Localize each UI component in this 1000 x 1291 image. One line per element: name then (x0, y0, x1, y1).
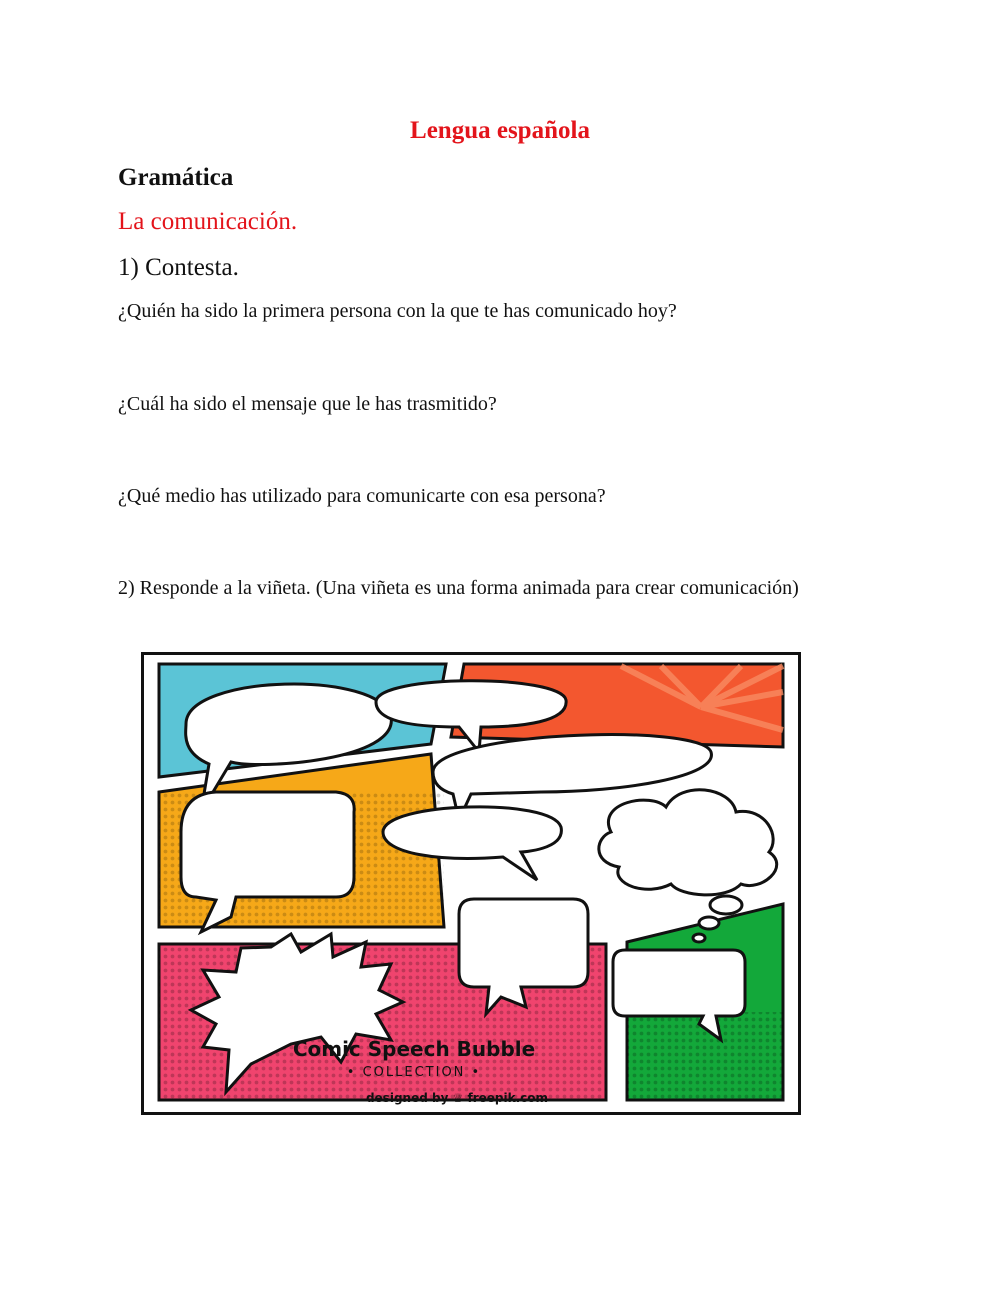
question-2: ¿Cuál ha sido el mensaje que le has trasmitido? (118, 393, 497, 415)
section-heading: Gramática (118, 164, 234, 191)
thought-dot-2 (699, 917, 719, 929)
thought-dot-1 (710, 896, 742, 914)
question-3: ¿Qué medio has utilizado para comunicarte con esa persona? (118, 485, 606, 507)
comic-speech-bubble-illustration (141, 652, 801, 1115)
comic-subtitle: • COLLECTION • (346, 1065, 482, 1080)
exercise-2-prompt: 2) Responde a la viñeta. (Una viñeta es una forma animada para crear comunicación) (118, 577, 799, 599)
topic-heading: La comunicación. (118, 208, 298, 235)
exercise-1-heading: 1) Contesta. (118, 254, 239, 281)
page-title: Lengua española (410, 117, 590, 144)
comic-title: Comic Speech Bubble (292, 1037, 536, 1061)
thought-dot-3 (693, 934, 705, 942)
question-1: ¿Quién ha sido la primera persona con la que te has comunicado hoy? (118, 300, 677, 322)
freepik-credit: designed by ♕ freepik.com (365, 1091, 549, 1105)
